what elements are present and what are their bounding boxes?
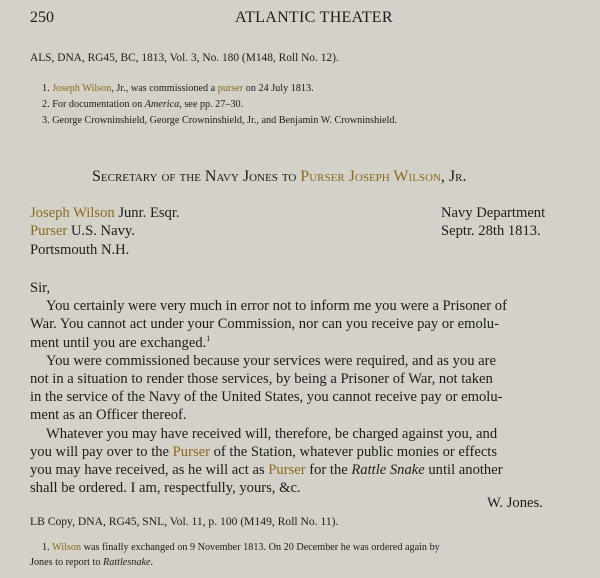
letter-heading: Secretary of the Navy Jones to Purser Joseph Wilson, Jr. (92, 168, 467, 185)
paragraph-3-line-2: you will pay over to the Purser of the Station, whatever public monies or effects (30, 444, 498, 460)
footnote-top-3: 3. George Crowninshield, George Crowninshield, Jr., and Benjamin W. Crowninshield. (42, 115, 398, 126)
addressee-location: Portsmouth N.H. (30, 242, 130, 258)
sender-date: Septr. 28th 1813. (441, 223, 541, 239)
footnote-top-2: 2. For documentation on America, see pp. 27–30. (42, 99, 244, 110)
note-ref: 1 (206, 334, 211, 343)
paragraph-3-line-3: you may have received, as he will act as Purser for the Rattle Snake until another (30, 462, 503, 478)
paragraph-3-line-4: shall be ordered. I am, respectfully, yours, &c. (30, 480, 301, 496)
highlight-role: purser (217, 83, 244, 94)
footnote-bottom-line-1: 1. Wilson was finally exchanged on 9 November 1813. On 20 December he was ordered again by (42, 542, 440, 553)
paragraph-1-line-2: War. You cannot act under your Commission, nor can you receive pay or emolu- (30, 316, 499, 332)
heading-highlight: Purser Joseph Wilson (300, 168, 441, 185)
signature: W. Jones. (487, 495, 543, 511)
ship-name: Rattle Snake (351, 462, 425, 478)
paragraph-2-line-4: ment as an Officer thereof. (30, 407, 187, 423)
ship-name: America (144, 99, 180, 110)
salutation: Sir, (30, 280, 51, 296)
running-title: ATLANTIC THEATER (235, 9, 393, 26)
paragraph-3-line-1: Whatever you may have received will, therefore, be charged against you, and (46, 426, 498, 442)
paragraph-2-line-3: in the service of the Navy of the United States, you cannot receive pay or emolu- (30, 389, 503, 405)
paragraph-1-line-1: You certainly were very much in error not to inform me you were a Prisoner of (46, 298, 507, 314)
paragraph-1-line-3: ment until you are exchanged.$^1$ (30, 334, 211, 351)
footnote-bottom-line-2: Jones to report to Rattlesnake. (30, 557, 154, 568)
page-number: 250 (30, 9, 54, 26)
ship-name: Rattlesnake (103, 557, 151, 568)
sender-department: Navy Department (441, 205, 546, 221)
source-citation-top: ALS, DNA, RG45, BC, 1813, Vol. 3, No. 180 (M148, Roll No. 12). (30, 52, 339, 64)
footnote-top-1: 1. Joseph Wilson, Jr., was commissioned a purser on 24 July 1813. (42, 83, 314, 94)
paragraph-2-line-2: not in a situation to render those services, by being a Prisoner of War, not taken (30, 371, 493, 387)
addressee-role: Purser U.S. Navy. (30, 223, 135, 239)
source-citation-bottom: LB Copy, DNA, RG45, SNL, Vol. 11, p. 100 (M149, Roll No. 11). (30, 515, 339, 528)
highlight-name: Wilson (52, 542, 82, 553)
highlight-name: Joseph Wilson (52, 83, 112, 94)
paragraph-2-line-1: You were commissioned because your services were required, and as you are (46, 353, 496, 369)
addressee-name: Joseph Wilson Junr. Esqr. (30, 205, 180, 221)
